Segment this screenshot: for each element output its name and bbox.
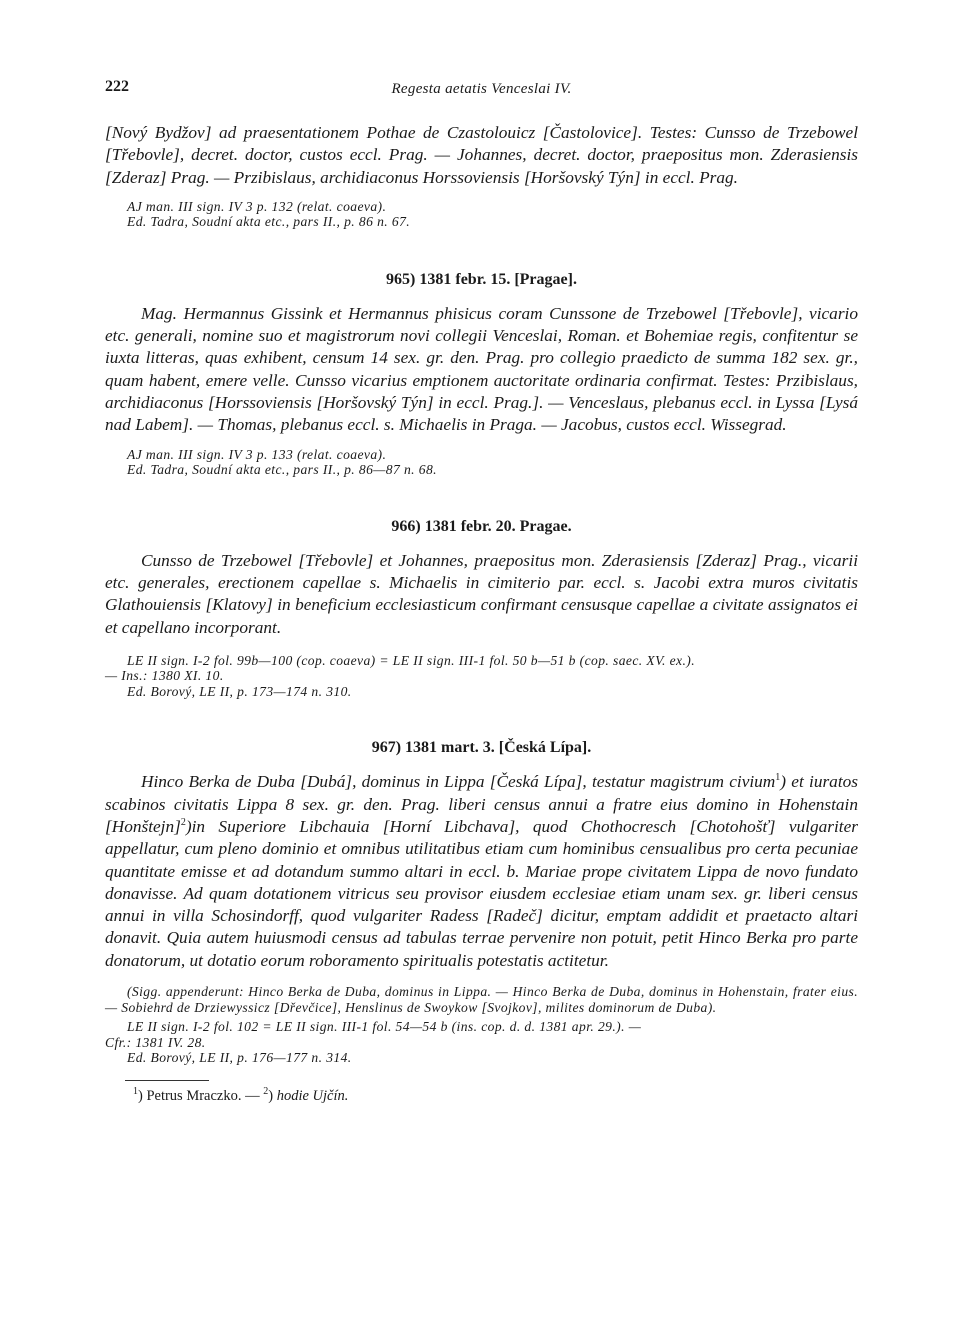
footnotes [105,1085,858,1105]
entry-heading-965: 965) 1381 febr. 15. [Pragae]. [386,270,577,288]
source-line: — Ins.: 1380 XI. 10. [105,668,224,684]
entry-sources-965 [105,447,858,478]
footnote-ref: 1 [775,772,781,784]
continuation-text: [Nový Bydžov] ad praesentationem Pothae de Czastolouicz [Častolovice]. Testes: Cunsso de Trzebowel [Třebovle], decret. doctor, custos eccl. Prag. — Johannes, decret. doctor, praepositus mon. Zderasiensis [Zderaz] Prag. — Przibislaus, archidiaconus Horssoviensis [Horšovský Týn] in eccl. Prag. [105,123,858,187]
source-line: AJ man. III sign. IV 3 p. 133 (relat. coaeva). [127,446,387,462]
continuation-sources [105,199,858,230]
text-part: ) et iuratos scabinos civitatis Lippa 8 sex. gr. den. Prag. liberi census annui a fratre eius domino in Hohenstain [Honštejn] [105,772,858,836]
footnote-divider [125,1080,209,1081]
footnote-ref: 2 [180,817,186,829]
source-line: AJ man. III sign. IV 3 p. 132 (relat. coaeva). [127,198,387,214]
entry-sources-966 [105,653,858,700]
source-line: Ed. Tadra, Soudní akta etc., pars II., p. 86—87 n. 68. [127,462,437,478]
footnote-text: hodie Ujčín. [276,1087,349,1104]
document-page [105,78,858,1105]
source-line: LE II sign. I-2 fol. 99b—100 (cop. coaeva) = LE II sign. III-1 fol. 50 b—51 b (cop. saec. XV. ex.). [127,652,696,668]
source-line: Ed. Borový, LE II, p. 173—174 n. 310. [127,683,352,699]
page-header [105,78,858,102]
source-line: Ed. Borový, LE II, p. 176—177 n. 314. [127,1050,352,1066]
source-line: Ed. Tadra, Soudní akta etc., pars II., p. 86 n. 67. [127,214,411,230]
entry-heading-967: 967) 1381 mart. 3. [Česká Lípa]. [371,739,592,757]
seals-note: (Sigg. appenderunt: Hinco Berka de Duba, dominus in Lippa. — Hinco Berka de Duba, dominus in Hohenstain, frater eius. — Sobiehrd de Drziewyssicz [Dřevčice], Henslinus de Swoykow [Svojkov], milites dominorum de Duba). [105,984,858,1015]
footnote-text: ) [268,1087,277,1104]
source-line: LE II sign. I-2 fol. 102 = LE II sign. III-1 fol. 54—54 b (ins. cop. d. d. 1381 apr. 29.). — [127,1019,642,1035]
entry-sources-967 [105,984,858,1066]
text-part: )in Superiore Libchauia [Horní Libchava], quod Chothocresch [Chotohošť] vulgariter appellatur, cum pleno dominio et omnibus utilitatibus etiam cum hominibus censualibus pro certa pecuniae quantitate emisse et ad dotandum summo altari in eccl. b. Mariae prope civitatem Lippa de novo fundato donavisse. Ad quam dotationem vitricus seu provisor eiusdem ecclesiae etiam unam sex. gr. liberi census annui in villa Schosindorff, quod vulgariter Radess [Radeč] dicitur, emptam addidit et praetacto altari donavit. Quia autem huiusmodi census ad tabulas terrae pervenire non potuit, petit Hinco Berka pro parte donatorum, ut dotatio eorum roboramento spiritualis potestatis actitetur. [105,816,858,970]
running-title: Regesta aetatis Venceslai IV. [391,81,572,97]
text-part: Hinco Berka de Duba [Dubá], dominus in Lippa [Česká Lípa], testatur magistrum civium [141,772,776,792]
entry-text-965: Mag. Hermannus Gissink et Hermannus phisicus coram Cunssone de Trzebowel [Třebovle], vicario etc. generali, nomine suo et magistrorum novi collegii Venceslai, Roman. et Bohemiae regis, confitentur se iuxta litteras, quas exhibent, censum 14 sex. gr. den. Prag. pro collegio praedicto de summa 182 sex. gr., quam habent, emere velle. Cunsso vicarius emptionem auctoritate ordinaria confirmat. Testes: Przibislaus, archidiaconus [Horssoviensis [Horšovský Týn] in eccl. Prag.]. — Venceslaus, plebanus eccl. in Lyssa [Lysá nad Labem]. — Thomas, plebanus eccl. s. Michaelis in Praga. — Jacobus, custos eccl. Wissegrad. [105,303,858,435]
source-line: Cfr.: 1381 IV. 28. [105,1034,206,1050]
footnote-mark: 2 [263,1085,269,1097]
footnote-mark: 1 [133,1085,138,1097]
page-number: 222 [105,78,129,95]
entry-text-966: Cunsso de Trzebowel [Třebovle] et Johannes, praepositus mon. Zderasiensis [Zderaz] Prag., vicarii etc. generales, erectionem capellae s. Michaelis in cimiterio par. eccl. s. Jacobi extra muros civitatis Glathouiensis [Klatovy] in beneficium ecclesiasticum confirmant censusque capellae a civitate assignatos ei et capellano incorporant. [105,550,858,637]
footnote-text: ) Petrus Mraczko. — [138,1087,264,1104]
entry-heading-966: 966) 1381 febr. 20. Pragae. [391,517,572,535]
entry-text-967 [105,771,858,972]
